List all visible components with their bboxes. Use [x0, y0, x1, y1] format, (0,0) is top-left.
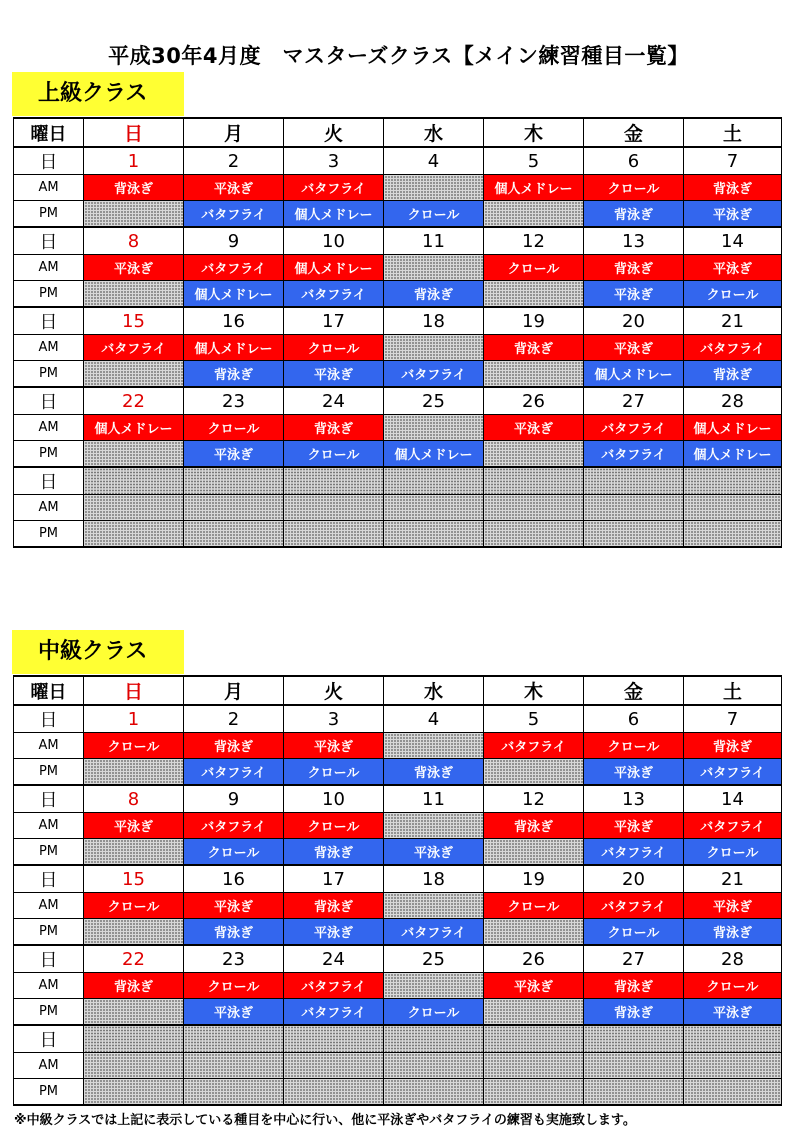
am-event-cell: 平泳ぎ	[484, 415, 584, 441]
am-event-cell: バタフライ	[184, 255, 284, 281]
date-cell: 12	[484, 785, 584, 813]
pm-event-cell: 平泳ぎ	[284, 919, 384, 946]
pm-event-cell: 背泳ぎ	[384, 759, 484, 786]
am-event-cell: バタフライ	[684, 335, 782, 361]
am-event-cell	[184, 1053, 284, 1079]
pm-event-cell: バタフライ	[584, 839, 684, 866]
pm-event-cell	[484, 839, 584, 866]
am-event-cell: バタフライ	[484, 733, 584, 759]
am-event-cell	[384, 893, 484, 919]
am-event-cell: クロール	[584, 175, 684, 201]
weekday-header-cell: 水	[384, 118, 484, 147]
pm-row-label: PM	[14, 999, 84, 1026]
date-cell: 21	[684, 865, 782, 893]
date-cell: 16	[184, 307, 284, 335]
pm-event-cell: 背泳ぎ	[184, 361, 284, 388]
am-event-cell: 背泳ぎ	[584, 973, 684, 999]
pm-event-cell	[484, 1079, 584, 1106]
date-cell	[684, 467, 782, 495]
footnote: ※中級クラスでは上記に表示している種目を中心に行い、他に平泳ぎやバタフライの練習も実施致します。	[14, 1113, 636, 1128]
date-cell: 26	[484, 387, 584, 415]
date-cell: 10	[284, 227, 384, 255]
pm-event-cell: 平泳ぎ	[684, 999, 782, 1026]
am-event-cell: 背泳ぎ	[584, 255, 684, 281]
date-cell	[184, 1025, 284, 1053]
am-event-cell	[84, 495, 184, 521]
class-label-advanced: 上級クラス	[12, 72, 184, 116]
weekday-header-cell: 土	[684, 118, 782, 147]
am-row	[14, 495, 782, 521]
am-row	[14, 973, 782, 999]
date-cell: 27	[584, 387, 684, 415]
weekday-header-row	[14, 118, 782, 147]
am-row-label: AM	[14, 973, 84, 999]
am-event-cell: クロール	[184, 415, 284, 441]
am-event-cell	[84, 1053, 184, 1079]
date-cell: 19	[484, 865, 584, 893]
pm-event-cell: 平泳ぎ	[384, 839, 484, 866]
weekday-header-cell: 火	[284, 118, 384, 147]
am-event-cell: 個人メドレー	[484, 175, 584, 201]
date-cell: 5	[484, 705, 584, 733]
pm-event-cell	[684, 521, 782, 548]
am-event-cell: クロール	[284, 335, 384, 361]
pm-event-cell: クロール	[384, 201, 484, 228]
weekday-header-label: 曜日	[14, 676, 84, 705]
pm-event-cell: 背泳ぎ	[184, 919, 284, 946]
date-row-label: 日	[14, 1025, 84, 1053]
am-event-cell: クロール	[484, 255, 584, 281]
date-row	[14, 1025, 782, 1053]
date-cell: 10	[284, 785, 384, 813]
pm-event-cell	[284, 1079, 384, 1106]
date-row-label: 日	[14, 865, 84, 893]
am-event-cell	[484, 495, 584, 521]
pm-event-cell	[184, 521, 284, 548]
date-cell: 26	[484, 945, 584, 973]
pm-event-cell: バタフライ	[384, 361, 484, 388]
am-row	[14, 255, 782, 281]
pm-event-cell: 平泳ぎ	[284, 361, 384, 388]
am-event-cell: バタフライ	[584, 415, 684, 441]
date-cell	[484, 467, 584, 495]
pm-event-cell	[684, 1079, 782, 1106]
pm-event-cell: クロール	[184, 839, 284, 866]
pm-event-cell	[284, 521, 384, 548]
date-cell: 23	[184, 945, 284, 973]
am-event-cell	[684, 1053, 782, 1079]
am-event-cell	[384, 973, 484, 999]
pm-row-label: PM	[14, 201, 84, 228]
am-event-cell: クロール	[684, 973, 782, 999]
am-event-cell: バタフライ	[584, 893, 684, 919]
date-cell	[584, 1025, 684, 1053]
date-cell	[584, 467, 684, 495]
date-cell	[184, 467, 284, 495]
date-cell	[284, 1025, 384, 1053]
date-cell: 24	[284, 945, 384, 973]
pm-event-cell	[484, 759, 584, 786]
date-row-label: 日	[14, 945, 84, 973]
weekday-header-cell: 月	[184, 676, 284, 705]
date-row	[14, 705, 782, 733]
am-event-cell: バタフライ	[684, 813, 782, 839]
am-row-label: AM	[14, 255, 84, 281]
am-event-cell	[584, 495, 684, 521]
date-cell	[484, 1025, 584, 1053]
pm-event-cell: 個人メドレー	[584, 361, 684, 388]
am-event-cell: クロール	[284, 813, 384, 839]
date-cell: 3	[284, 705, 384, 733]
pm-event-cell	[584, 1079, 684, 1106]
date-cell: 3	[284, 147, 384, 175]
pm-event-cell: バタフライ	[584, 441, 684, 468]
pm-event-cell: バタフライ	[284, 999, 384, 1026]
date-cell: 11	[384, 785, 484, 813]
date-row-label: 日	[14, 705, 84, 733]
pm-event-cell: 個人メドレー	[684, 441, 782, 468]
am-row-label: AM	[14, 495, 84, 521]
date-cell: 25	[384, 945, 484, 973]
date-cell: 27	[584, 945, 684, 973]
weekday-header-row	[14, 676, 782, 705]
pm-event-cell: バタフライ	[184, 201, 284, 228]
am-row-label: AM	[14, 175, 84, 201]
am-event-cell	[384, 495, 484, 521]
am-event-cell	[684, 495, 782, 521]
pm-event-cell: 平泳ぎ	[584, 281, 684, 308]
weekday-header-cell: 水	[384, 676, 484, 705]
am-row	[14, 813, 782, 839]
pm-event-cell: 背泳ぎ	[584, 201, 684, 228]
pm-event-cell	[84, 281, 184, 308]
am-row-label: AM	[14, 813, 84, 839]
am-event-cell: 平泳ぎ	[684, 893, 782, 919]
am-event-cell	[384, 1053, 484, 1079]
pm-event-cell	[484, 281, 584, 308]
date-cell: 2	[184, 147, 284, 175]
am-row-label: AM	[14, 893, 84, 919]
am-event-cell: クロール	[584, 733, 684, 759]
pm-event-cell: 個人メドレー	[384, 441, 484, 468]
am-event-cell: 背泳ぎ	[84, 973, 184, 999]
pm-event-cell: 背泳ぎ	[684, 361, 782, 388]
pm-event-cell: クロール	[284, 441, 384, 468]
date-cell: 15	[84, 865, 184, 893]
pm-event-cell	[84, 999, 184, 1026]
date-row	[14, 227, 782, 255]
am-row	[14, 415, 782, 441]
am-event-cell: 背泳ぎ	[284, 893, 384, 919]
date-row	[14, 467, 782, 495]
date-cell	[284, 467, 384, 495]
date-cell: 17	[284, 865, 384, 893]
date-cell: 1	[84, 705, 184, 733]
date-row-label: 日	[14, 147, 84, 175]
date-cell: 18	[384, 865, 484, 893]
pm-event-cell: 平泳ぎ	[684, 201, 782, 228]
pm-event-cell: 平泳ぎ	[584, 759, 684, 786]
date-cell: 21	[684, 307, 782, 335]
date-cell: 16	[184, 865, 284, 893]
class-label-intermediate: 中級クラス	[12, 630, 184, 674]
date-cell	[84, 467, 184, 495]
date-cell: 20	[584, 865, 684, 893]
pm-event-cell	[484, 919, 584, 946]
date-cell: 15	[84, 307, 184, 335]
weekday-header-cell: 木	[484, 118, 584, 147]
date-cell: 13	[584, 785, 684, 813]
am-event-cell	[384, 813, 484, 839]
pm-event-cell	[384, 1079, 484, 1106]
date-row	[14, 147, 782, 175]
pm-row	[14, 999, 782, 1026]
am-event-cell: クロール	[84, 893, 184, 919]
date-row-label: 日	[14, 307, 84, 335]
pm-event-cell: バタフライ	[184, 759, 284, 786]
date-row	[14, 945, 782, 973]
am-event-cell: 背泳ぎ	[284, 415, 384, 441]
pm-event-cell	[84, 759, 184, 786]
pm-event-cell	[484, 521, 584, 548]
pm-row-label: PM	[14, 1079, 84, 1106]
pm-event-cell: 個人メドレー	[184, 281, 284, 308]
am-event-cell: バタフライ	[184, 813, 284, 839]
pm-event-cell	[84, 521, 184, 548]
date-cell: 14	[684, 227, 782, 255]
am-row-label: AM	[14, 733, 84, 759]
am-event-cell: 背泳ぎ	[84, 175, 184, 201]
am-event-cell: バタフライ	[84, 335, 184, 361]
am-event-cell: バタフライ	[284, 973, 384, 999]
pm-event-cell	[484, 441, 584, 468]
weekday-header-cell: 金	[584, 118, 684, 147]
am-event-cell	[384, 415, 484, 441]
am-event-cell: 平泳ぎ	[184, 175, 284, 201]
date-cell: 4	[384, 147, 484, 175]
date-cell: 1	[84, 147, 184, 175]
am-event-cell: 平泳ぎ	[184, 893, 284, 919]
am-row	[14, 1053, 782, 1079]
date-cell: 28	[684, 945, 782, 973]
am-event-cell	[384, 733, 484, 759]
schedule-table-intermediate	[13, 675, 782, 1106]
date-cell	[84, 1025, 184, 1053]
date-row	[14, 785, 782, 813]
date-row	[14, 387, 782, 415]
date-cell: 24	[284, 387, 384, 415]
date-cell: 6	[584, 705, 684, 733]
pm-event-cell: クロール	[684, 281, 782, 308]
weekday-header-cell: 土	[684, 676, 782, 705]
date-cell: 6	[584, 147, 684, 175]
pm-event-cell	[184, 1079, 284, 1106]
weekday-header-cell: 月	[184, 118, 284, 147]
am-event-cell: 平泳ぎ	[84, 813, 184, 839]
pm-event-cell: 平泳ぎ	[184, 999, 284, 1026]
date-cell: 25	[384, 387, 484, 415]
weekday-header-cell: 火	[284, 676, 384, 705]
am-event-cell: 平泳ぎ	[84, 255, 184, 281]
pm-row	[14, 441, 782, 468]
date-cell: 28	[684, 387, 782, 415]
am-event-cell	[384, 175, 484, 201]
am-event-cell	[484, 1053, 584, 1079]
date-row	[14, 307, 782, 335]
pm-row-label: PM	[14, 361, 84, 388]
date-cell: 7	[684, 705, 782, 733]
am-row	[14, 335, 782, 361]
am-event-cell: 平泳ぎ	[584, 813, 684, 839]
pm-row	[14, 281, 782, 308]
am-event-cell: 平泳ぎ	[684, 255, 782, 281]
pm-row-label: PM	[14, 919, 84, 946]
pm-event-cell: クロール	[584, 919, 684, 946]
am-row-label: AM	[14, 415, 84, 441]
am-event-cell	[184, 495, 284, 521]
date-cell: 22	[84, 387, 184, 415]
pm-event-cell	[484, 361, 584, 388]
am-row	[14, 733, 782, 759]
date-cell: 12	[484, 227, 584, 255]
weekday-header-label: 曜日	[14, 118, 84, 147]
am-event-cell: クロール	[84, 733, 184, 759]
page-title: 平成30年4月度 マスターズクラス【メイン練習種目一覧】	[108, 44, 689, 68]
pm-event-cell: クロール	[684, 839, 782, 866]
date-cell: 11	[384, 227, 484, 255]
am-event-cell: 平泳ぎ	[584, 335, 684, 361]
pm-event-cell: 背泳ぎ	[684, 919, 782, 946]
am-event-cell	[584, 1053, 684, 1079]
am-event-cell	[284, 1053, 384, 1079]
pm-event-cell: クロール	[384, 999, 484, 1026]
pm-event-cell	[84, 1079, 184, 1106]
pm-row-label: PM	[14, 521, 84, 548]
am-row-label: AM	[14, 335, 84, 361]
pm-event-cell: バタフライ	[384, 919, 484, 946]
pm-event-cell: バタフライ	[684, 759, 782, 786]
date-cell: 7	[684, 147, 782, 175]
pm-row	[14, 759, 782, 786]
pm-row-label: PM	[14, 281, 84, 308]
pm-event-cell	[584, 521, 684, 548]
date-cell: 8	[84, 227, 184, 255]
am-row	[14, 893, 782, 919]
pm-row-label: PM	[14, 759, 84, 786]
am-row	[14, 175, 782, 201]
pm-event-cell	[484, 999, 584, 1026]
am-event-cell: 個人メドレー	[84, 415, 184, 441]
am-event-cell	[384, 335, 484, 361]
pm-row	[14, 521, 782, 548]
date-cell: 19	[484, 307, 584, 335]
date-cell: 14	[684, 785, 782, 813]
am-event-cell: 背泳ぎ	[684, 733, 782, 759]
pm-event-cell	[84, 839, 184, 866]
date-row-label: 日	[14, 785, 84, 813]
weekday-header-cell: 日	[84, 676, 184, 705]
schedule-table-advanced	[13, 117, 782, 548]
date-cell: 5	[484, 147, 584, 175]
date-cell: 13	[584, 227, 684, 255]
am-event-cell: 平泳ぎ	[284, 733, 384, 759]
pm-event-cell: 背泳ぎ	[284, 839, 384, 866]
am-event-cell: 背泳ぎ	[184, 733, 284, 759]
date-row	[14, 865, 782, 893]
date-cell: 9	[184, 227, 284, 255]
pm-row	[14, 361, 782, 388]
am-event-cell: バタフライ	[284, 175, 384, 201]
am-row-label: AM	[14, 1053, 84, 1079]
am-event-cell: 背泳ぎ	[484, 813, 584, 839]
pm-event-cell	[84, 201, 184, 228]
pm-event-cell: クロール	[284, 759, 384, 786]
date-cell: 20	[584, 307, 684, 335]
weekday-header-cell: 木	[484, 676, 584, 705]
am-event-cell: 背泳ぎ	[684, 175, 782, 201]
date-cell: 9	[184, 785, 284, 813]
am-event-cell: 個人メドレー	[284, 255, 384, 281]
pm-event-cell	[84, 441, 184, 468]
pm-row	[14, 919, 782, 946]
am-event-cell: 平泳ぎ	[484, 973, 584, 999]
date-cell	[384, 467, 484, 495]
date-cell: 22	[84, 945, 184, 973]
pm-event-cell	[84, 361, 184, 388]
pm-event-cell	[384, 521, 484, 548]
pm-row	[14, 1079, 782, 1106]
date-cell: 23	[184, 387, 284, 415]
pm-event-cell	[84, 919, 184, 946]
date-cell	[384, 1025, 484, 1053]
date-row-label: 日	[14, 227, 84, 255]
pm-row	[14, 839, 782, 866]
am-event-cell	[384, 255, 484, 281]
date-cell: 8	[84, 785, 184, 813]
pm-event-cell: 背泳ぎ	[584, 999, 684, 1026]
pm-event-cell	[484, 201, 584, 228]
weekday-header-cell: 日	[84, 118, 184, 147]
am-event-cell	[284, 495, 384, 521]
pm-row-label: PM	[14, 441, 84, 468]
pm-event-cell: 背泳ぎ	[384, 281, 484, 308]
date-row-label: 日	[14, 467, 84, 495]
pm-event-cell: 平泳ぎ	[184, 441, 284, 468]
am-event-cell: 個人メドレー	[184, 335, 284, 361]
pm-row	[14, 201, 782, 228]
weekday-header-cell: 金	[584, 676, 684, 705]
date-row-label: 日	[14, 387, 84, 415]
pm-row-label: PM	[14, 839, 84, 866]
date-cell: 17	[284, 307, 384, 335]
pm-event-cell: バタフライ	[284, 281, 384, 308]
am-event-cell: 背泳ぎ	[484, 335, 584, 361]
pm-event-cell: 個人メドレー	[284, 201, 384, 228]
date-cell: 18	[384, 307, 484, 335]
date-cell: 4	[384, 705, 484, 733]
am-event-cell: クロール	[184, 973, 284, 999]
date-cell	[684, 1025, 782, 1053]
date-cell: 2	[184, 705, 284, 733]
am-event-cell: 個人メドレー	[684, 415, 782, 441]
am-event-cell: クロール	[484, 893, 584, 919]
